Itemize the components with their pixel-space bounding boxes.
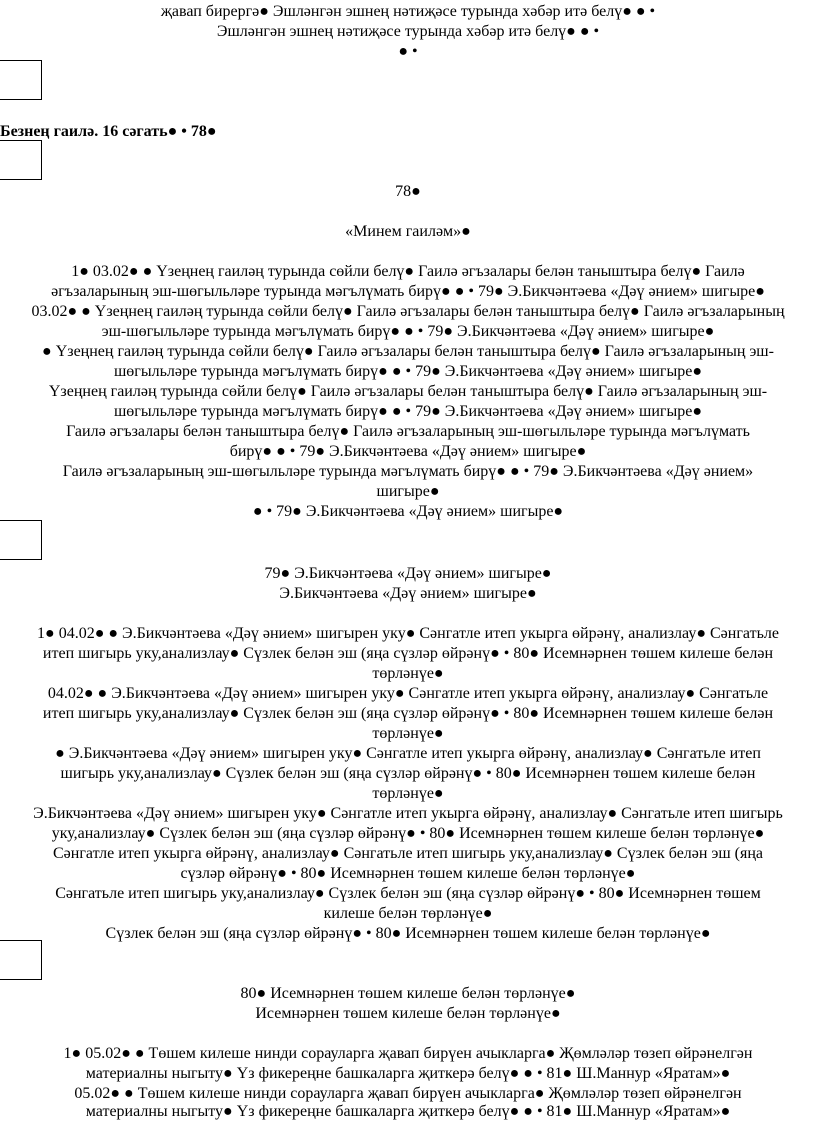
text-line: Сәнгатьле итеп шигырь уку,анализлау● Сүзлек белән эш (яңа сүзләр өйрәнү● • 80● Исемнәрнен төшем	[55, 885, 761, 902]
section-heading: Безнең гаилә. 16 сәгать● • 78●	[0, 123, 217, 140]
text-line: сүзләр өйрәнү● • 80● Исемнәрнен төшем килеше белән төрләнүе●	[180, 865, 636, 882]
text-line: Гаилә әгъзалары белән таныштыра белү● Гаилә әгъзаларының эш-шөгыльләре турында мәгълүмать	[66, 423, 750, 440]
text-line: Сүзлек белән эш (яңа сүзләр өйрәнү● • 80● Исемнәрнен төшем килеше белән төрләнүе●	[105, 925, 711, 942]
text-line: материалны ныгыту● Үз фикереңне башкаларга җиткерә белү● ● • 81● Ш.Маннур «Яратам»●	[85, 1065, 731, 1082]
text-line: ● Үзеңнең гаиләң турында сөйли белү● Гаилә әгъзалары белән таныштыра белү● Гаилә әгъзаларының эш-	[42, 343, 774, 360]
text-line: төрләнүе●	[372, 725, 444, 742]
lesson-subheading: Э.Бикчәнтәева «Дәү әнием» шигыре●	[279, 585, 537, 602]
text-line: җавап бирергә● Эшләнгән эшнең нәтиҗәсе турында хәбәр итә белү● ● •	[160, 3, 656, 20]
text-line: әгъзаларының эш-шөгыльләре турында мәгълүмать бирү● ● • 79● Э.Бикчәнтәева «Дәү әнием» шигыре●	[51, 283, 765, 300]
text-line: 1● 05.02● ● Төшем килеше нинди сорауларга җавап бирүен ачыкларга● Җөмләләр төзеп өйрәнелгән	[63, 1045, 753, 1062]
lesson-subheading: Исемнәрнен төшем килеше белән төрләнүе●	[255, 1005, 561, 1022]
empty-box	[0, 60, 42, 100]
text-line: эш-шөгыльләре турында мәгълүмать бирү● ● • 79● Э.Бикчәнтәева «Дәү әнием» шигыре●	[101, 323, 715, 340]
empty-box	[0, 520, 42, 560]
text-line: ● Э.Бикчәнтәева «Дәү әнием» шигырен уку● Сәнгатле итеп укырга өйрәнү, анализлау● Сәнгатьле итеп	[55, 745, 761, 762]
text-line: ● •	[398, 43, 418, 60]
lesson-heading: 80● Исемнәрнен төшем килеше белән төрләнүе●	[240, 985, 576, 1002]
text-line: бирү● ● • 79● Э.Бикчәнтәева «Дәү әнием» шигыре●	[229, 443, 587, 460]
text-line: 05.02● ● Төшем килеше нинди сорауларга җавап бирүен ачыкларга● Җөмләләр төзеп өйрәнелгән	[74, 1085, 742, 1102]
text-line: 1● 04.02● ● Э.Бикчәнтәева «Дәү әнием» шигырен уку● Сәнгатле итеп укырга өйрәнү, анализлау● Сәнгатьле	[37, 625, 779, 642]
text-line: итеп шигырь уку,анализлау● Сүзлек белән эш (яңа сүзләр өйрәнү● • 80● Исемнәрнен төшем килеше белән	[42, 705, 774, 722]
lesson-heading: 79● Э.Бикчәнтәева «Дәү әнием» шигыре●	[264, 565, 552, 582]
lesson-title: «Минем гаиләм»●	[345, 223, 471, 240]
text-line: 03.02● ● Үзеңнең гаиләң турында сөйли белү● Гаилә әгъзалары белән таныштыра белү● Гаилә әгъзаларының	[31, 303, 785, 320]
text-line: килеше белән төрләнүе●	[323, 905, 493, 922]
text-line: Эшләнгән эшнең нәтиҗәсе турында хәбәр итә белү● ● •	[216, 23, 600, 40]
text-line: 04.02● ● Э.Бикчәнтәева «Дәү әнием» шигырен уку● Сәнгатле итеп укырга өйрәнү, анализлау● Сәнгатьле	[47, 685, 769, 702]
text-line: шөгыльләре турында мәгълүмать бирү● ● • 79● Э.Бикчәнтәева «Дәү әнием» шигыре●	[113, 403, 702, 420]
lesson-number: 78●	[395, 183, 421, 200]
text-line: төрләнүе●	[372, 785, 444, 802]
text-line: шигыре●	[376, 483, 440, 500]
text-line: шөгыльләре турында мәгълүмать бирү● ● • 79● Э.Бикчәнтәева «Дәү әнием» шигыре●	[113, 363, 702, 380]
empty-box	[0, 140, 42, 180]
empty-box	[0, 940, 42, 980]
text-line: Гаилә әгъзаларының эш-шөгыльләре турында мәгълүмать бирү● ● • 79● Э.Бикчәнтәева «Дәү әнием»	[62, 463, 754, 480]
text-line: төрләнүе●	[372, 665, 444, 682]
text-line: Үзеңнең гаиләң турында сөйли белү● Гаилә әгъзалары белән таныштыра белү● Гаилә әгъзаларының эш-	[48, 383, 768, 400]
text-line: Э.Бикчәнтәева «Дәү әнием» шигырен уку● Сәнгатле итеп укырга өйрәнү, анализлау● Сәнгатьле итеп шигырь	[33, 805, 783, 822]
text-line: Сәнгатле итеп укырга өйрәнү, анализлау● Сәнгатьле итеп шигырь уку,анализлау● Сүзлек белән эш (яңа	[52, 845, 763, 862]
text-line: шигырь уку,анализлау● Сүзлек белән эш (яңа сүзләр өйрәнү● • 80● Исемнәрнен төшем килеше белән	[60, 765, 756, 782]
text-line: итеп шигырь уку,анализлау● Сүзлек белән эш (яңа сүзләр өйрәнү● • 80● Исемнәрнен төшем килеше белән	[42, 645, 774, 662]
text-line: 1● 03.02● ● Үзеңнең гаиләң турында сөйли белү● Гаилә әгъзалары белән таныштыра белү● Гаилә	[71, 263, 745, 280]
text-line: материалны ныгыту● Үз фикереңне башкаларга җиткерә белү● ● • 81● Ш.Маннур «Яратам»●	[85, 1103, 731, 1120]
text-line: уку,анализлау● Сүзлек белән эш (яңа сүзләр өйрәнү● • 80● Исемнәрнен төшем килеше белән төрләнүе●	[51, 825, 765, 842]
text-line: ● • 79● Э.Бикчәнтәева «Дәү әнием» шигыре●	[252, 503, 564, 520]
